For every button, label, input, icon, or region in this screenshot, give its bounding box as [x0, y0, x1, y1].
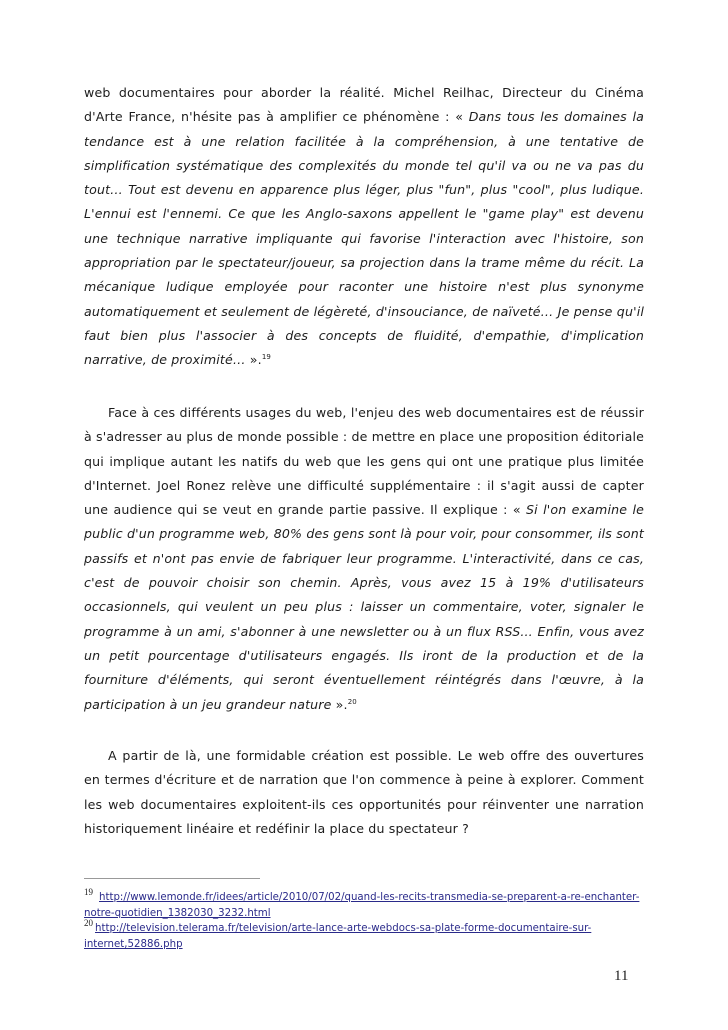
page-number: 11 — [614, 968, 629, 984]
footnote-link[interactable]: http://television.telerama.fr/television/arte-lance-arte-webdocs-sa-plate-forme-documentaire-sur-internet,52886.php — [84, 923, 592, 950]
italic-quote: Si l'on examine le public d'un programme web, 80% des gens sont là pour voir, pour consommer, ils sont passifs et n'ont pas envie de fabriquer leur programme. L'interactivité, dans ce cas, c'est de pouvoir choisir son chemin. Après, vous avez 15 à 19% d'utilisateurs occasionnels, qui veulent un peu plus : laisser un commentaire, voter, signaler le programme à un ami, s'abonner à une newsletter ou à un flux RSS... Enfin, vous avez un petit pourcentage d'utilisateurs engagés. Ils iront de la production et de la fourniture d'éléments, qui seront éventuellement réintégrés dans l'œuvre, à la participation à un jeu grandeur nature — [84, 502, 644, 712]
quote-close: ». — [245, 352, 262, 368]
paragraph-intro: Face à ces différents usages du web, l'enjeu des web documentaires est de réussir à s'adresser au plus de monde possible : de mettre en place une proposition éditoriale qui implique autant les natifs du web que les gens qui ont une pratique plus limitée d'Internet. Joel Ronez relève une difficulté supplémentaire : il s'agit aussi de capter une audience qui se veut en grande partie passive. Il explique : « — [84, 405, 644, 518]
footnote-link[interactable]: http://www.lemonde.fr/idees/article/2010/07/02/quand-les-recits-transmedia-se-preparent-a-re-enchanter-notre-quotidien_1382030_3232.html — [84, 892, 640, 919]
quote-close: ». — [331, 696, 348, 712]
footnote-20 — [84, 915, 644, 953]
paragraph-ronez-quote — [84, 401, 644, 717]
footnote-ref-19[interactable]: 19 — [261, 353, 272, 362]
paragraph-text: A partir de là, une formidable création est possible. Le web offre des ouvertures en termes d'écriture et de narration que l'on commence à peine à explorer. Comment les web documentaires exploitent-ils ces opportunités pour réinventer une narration historiquement linéaire et redéfinir la place du spectateur ? — [84, 748, 644, 836]
italic-quote: Dans tous les domaines la tendance est à une relation facilitée à la compréhension, à une tentative de simplification systématique des complexités du monde tel qu'il va ou ne va pas du tout… Tout est devenu en apparence plus léger, plus "fun", plus "cool", plus ludique. L'ennui est l'ennemi. Ce que les Anglo-saxons appellent le "game play" est devenu une technique narrative impliquante qui favorise l'interaction avec l'histoire, son appropriation par le spectateur/joueur, sa projection dans la trame même du récit. La mécanique ludique employée pour raconter une histoire n'est plus synonyme automatiquement et seulement de légèreté, d'insouciance, de naïveté… Je pense qu'il faut bien plus l'associer à des concepts de fluidité, d'empathie, d'implication narrative, de proximité… — [84, 109, 644, 368]
footnote-ref-20[interactable]: 20 — [347, 697, 357, 706]
paragraph-intro: web documentaires pour aborder la réalité. Michel Reilhac, Directeur du Cinéma d'Arte France, n'hésite pas à amplifier ce phénomène : « — [84, 85, 644, 125]
footnote-number: 19 — [84, 887, 93, 897]
footnote-number: 20 — [84, 918, 93, 928]
paragraph-conclusion — [84, 744, 644, 841]
paragraph-reilhac-quote — [84, 81, 644, 373]
footnote-separator — [84, 878, 260, 879]
